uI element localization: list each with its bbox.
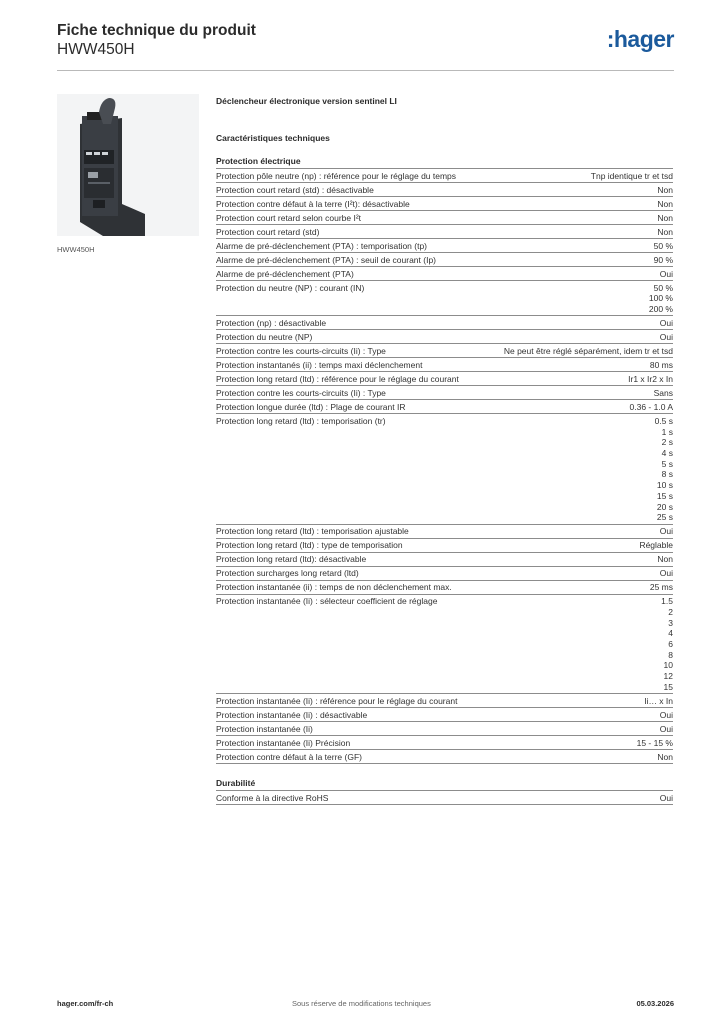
section-heading-durability: Durabilité xyxy=(216,778,673,791)
spec-label: Protection instantanée (Ii) Précision xyxy=(216,737,351,748)
spec-value-line: 90 % xyxy=(653,254,673,265)
spec-value xyxy=(660,526,673,537)
spec-value-line: Oui xyxy=(659,709,673,720)
spec-label: Conforme à la directive RoHS xyxy=(216,792,329,803)
spec-value-line: 8 s xyxy=(661,469,673,480)
spec-value-line: Tnp identique tr et tsd xyxy=(590,170,673,181)
spec-label: Protection long retard (ltd) : temporisation ajustable xyxy=(216,526,409,537)
spec-label: Protection du neutre (NP) : courant (IN) xyxy=(216,282,365,293)
spec-label: Protection long retard (ltd) : type de temporisation xyxy=(216,540,403,551)
page-header xyxy=(57,22,256,59)
spec-value xyxy=(657,213,673,224)
spec-label: Protection instantanée (ii) : temps de non déclenchement max. xyxy=(216,582,452,593)
spec-table-durability xyxy=(216,791,673,805)
spec-value-line: 0.5 s xyxy=(654,415,673,426)
spec-value xyxy=(661,596,673,692)
spec-value-line: 10 s xyxy=(656,480,673,491)
spec-row xyxy=(216,386,673,400)
spec-value-line: 50 % xyxy=(653,282,673,293)
spec-row xyxy=(216,539,673,553)
spec-value-line: 4 s xyxy=(661,448,673,459)
section-heading-electrical-protection: Protection électrique xyxy=(216,156,673,169)
spec-value-line: 2 s xyxy=(661,437,673,448)
spec-value-line: 15 - 15 % xyxy=(636,737,673,748)
spec-label: Protection contre les courts-circuits (Ii) : Type xyxy=(216,345,386,356)
spec-label: Protection instantanée (Ii) : référence pour le réglage du courant xyxy=(216,695,458,706)
spec-value-line: Oui xyxy=(659,317,673,328)
spec-value xyxy=(655,416,673,523)
spec-label: Protection long retard (ltd) : référence pour le réglage du courant xyxy=(216,373,459,384)
spec-label: Protection long retard (ltd): désactivable xyxy=(216,554,367,565)
spec-row xyxy=(216,281,673,316)
spec-label: Alarme de pré-déclenchement (PTA) xyxy=(216,268,354,279)
spec-label: Protection surcharges long retard (ltd) xyxy=(216,568,359,579)
spec-value xyxy=(650,582,673,593)
spec-row xyxy=(216,595,673,695)
spec-value xyxy=(654,255,673,266)
spec-value xyxy=(654,388,673,399)
spec-row xyxy=(216,239,673,253)
spec-label: Protection instantanés (ii) : temps maxi déclenchement xyxy=(216,359,423,370)
spec-value-line: 0.36 - 1.0 A xyxy=(629,401,673,412)
spec-row xyxy=(216,791,673,805)
spec-value-line: 8 xyxy=(668,649,673,660)
spec-value-line: Oui xyxy=(659,792,673,803)
spec-row xyxy=(216,225,673,239)
spec-row xyxy=(216,197,673,211)
header-divider xyxy=(57,70,674,71)
spec-row xyxy=(216,183,673,197)
spec-row xyxy=(216,553,673,567)
spec-label: Protection contre défaut à la terre (GF) xyxy=(216,751,362,762)
product-reference: HWW450H xyxy=(57,41,135,58)
spec-row xyxy=(216,722,673,736)
spec-value xyxy=(657,554,673,565)
spec-value xyxy=(657,199,673,210)
spec-row xyxy=(216,750,673,764)
spec-value-line: Ne peut être réglé séparément, idem tr et tsd xyxy=(503,345,673,356)
spec-value-line: 15 s xyxy=(656,490,673,501)
spec-value-line: Non xyxy=(657,184,673,195)
trip-unit-device-icon xyxy=(57,94,199,236)
spec-row xyxy=(216,525,673,539)
spec-row xyxy=(216,169,673,183)
spec-content xyxy=(216,96,673,805)
spec-value xyxy=(591,171,673,182)
spec-row xyxy=(216,211,673,225)
product-description: Déclencheur électronique version sentinel LI xyxy=(216,96,397,106)
spec-value xyxy=(660,793,673,804)
spec-value-line: Réglable xyxy=(639,540,673,551)
spec-row xyxy=(216,316,673,330)
spec-label: Protection court retard (std) : désactivable xyxy=(216,184,374,195)
spec-value-line: 6 xyxy=(668,639,673,650)
spec-value xyxy=(660,318,673,329)
spec-label: Protection long retard (ltd) : temporisation (tr) xyxy=(216,415,386,426)
spec-value-line: 15 xyxy=(663,681,673,692)
spec-label: Protection du neutre (NP) xyxy=(216,331,313,342)
spec-label: Alarme de pré-déclenchement (PTA) : seuil de courant (Ip) xyxy=(216,254,436,265)
footer-date: 05.03.2026 xyxy=(636,999,674,1008)
spec-value-line: Oui xyxy=(659,526,673,537)
hager-logo: :hager xyxy=(606,26,674,52)
spec-value-line: 12 xyxy=(663,671,673,682)
spec-value xyxy=(660,724,673,735)
spec-label: Alarme de pré-déclenchement (PTA) : temporisation (tp) xyxy=(216,240,428,251)
spec-value-line: Non xyxy=(657,751,673,762)
spec-row xyxy=(216,372,673,386)
spec-row xyxy=(216,358,673,372)
spec-value-line: 20 s xyxy=(656,501,673,512)
tech-characteristics-heading: Caractéristiques techniques xyxy=(216,133,330,143)
spec-value-line: 2 xyxy=(668,606,673,617)
spec-value-line: 1 s xyxy=(661,426,673,437)
spec-label: Protection contre défaut à la terre (I²t): désactivable xyxy=(216,198,410,209)
spec-value xyxy=(660,710,673,721)
spec-value-line: Sans xyxy=(653,387,673,398)
spec-value-line: Non xyxy=(657,226,673,237)
spec-value-line: 50 % xyxy=(653,240,673,251)
spec-label: Protection instantanée (Ii) : sélecteur coefficient de réglage xyxy=(216,596,438,607)
spec-table-electrical-protection xyxy=(216,169,673,764)
spec-label: Protection instantanée (Ii) xyxy=(216,723,313,734)
spec-value xyxy=(637,738,673,749)
spec-row xyxy=(216,581,673,595)
spec-label: Protection court retard selon courbe I²t xyxy=(216,212,362,223)
spec-value-line: Ir1 x Ir2 x In xyxy=(628,373,673,384)
page-title: Fiche technique du produit xyxy=(57,22,256,39)
spec-row xyxy=(216,344,673,358)
spec-value-line: 25 ms xyxy=(649,582,673,593)
spec-label: Protection pôle neutre (np) : référence pour le réglage du temps xyxy=(216,170,457,181)
spec-value-line: Non xyxy=(657,212,673,223)
spec-value-line: 200 % xyxy=(648,303,673,314)
spec-value xyxy=(628,374,673,385)
spec-value-line: Ii… x In xyxy=(644,695,673,706)
spec-value-line: 3 xyxy=(668,617,673,628)
footer-disclaimer: Sous réserve de modifications techniques xyxy=(292,999,431,1008)
product-image xyxy=(57,94,199,236)
spec-value xyxy=(660,269,673,280)
spec-value-line: 80 ms xyxy=(649,359,673,370)
spec-value xyxy=(650,360,673,371)
spec-value-line: 10 xyxy=(663,660,673,671)
spec-value xyxy=(660,332,673,343)
spec-row xyxy=(216,330,673,344)
footer-website: hager.com/fr-ch xyxy=(57,999,114,1008)
spec-row xyxy=(216,253,673,267)
spec-label: Protection court retard (std) xyxy=(216,226,320,237)
spec-value-line: 5 s xyxy=(661,458,673,469)
spec-row xyxy=(216,414,673,524)
product-image-caption: HWW450H xyxy=(57,245,95,254)
spec-value-line: 100 % xyxy=(648,293,673,304)
spec-label: Protection contre les courts-circuits (Ii) : Type xyxy=(216,387,386,398)
spec-row xyxy=(216,694,673,708)
spec-value-line: Oui xyxy=(659,568,673,579)
spec-label: Protection longue durée (ltd) : Plage de courant IR xyxy=(216,401,406,412)
spec-value xyxy=(657,227,673,238)
spec-value-line: Non xyxy=(657,198,673,209)
spec-value xyxy=(657,185,673,196)
spec-value xyxy=(504,346,673,357)
spec-value-line: 4 xyxy=(668,628,673,639)
spec-value-line: Oui xyxy=(659,723,673,734)
spec-value-line: Non xyxy=(657,554,673,565)
spec-label: Protection instantanée (Ii) : désactivable xyxy=(216,709,368,720)
spec-label: Protection (np) : désactivable xyxy=(216,317,327,328)
spec-value-line: Oui xyxy=(659,268,673,279)
spec-value xyxy=(657,752,673,763)
spec-value xyxy=(630,402,673,413)
spec-value xyxy=(644,696,673,707)
spec-row xyxy=(216,267,673,281)
spec-row xyxy=(216,708,673,722)
spec-row xyxy=(216,400,673,414)
spec-value xyxy=(654,241,673,252)
spec-value-line: Oui xyxy=(659,331,673,342)
spec-row xyxy=(216,567,673,581)
spec-value-line: 1.5 xyxy=(661,596,673,607)
spec-value xyxy=(649,283,673,315)
spec-value xyxy=(639,540,673,551)
spec-value xyxy=(660,568,673,579)
spec-row xyxy=(216,736,673,750)
spec-value-line: 25 s xyxy=(656,512,673,523)
